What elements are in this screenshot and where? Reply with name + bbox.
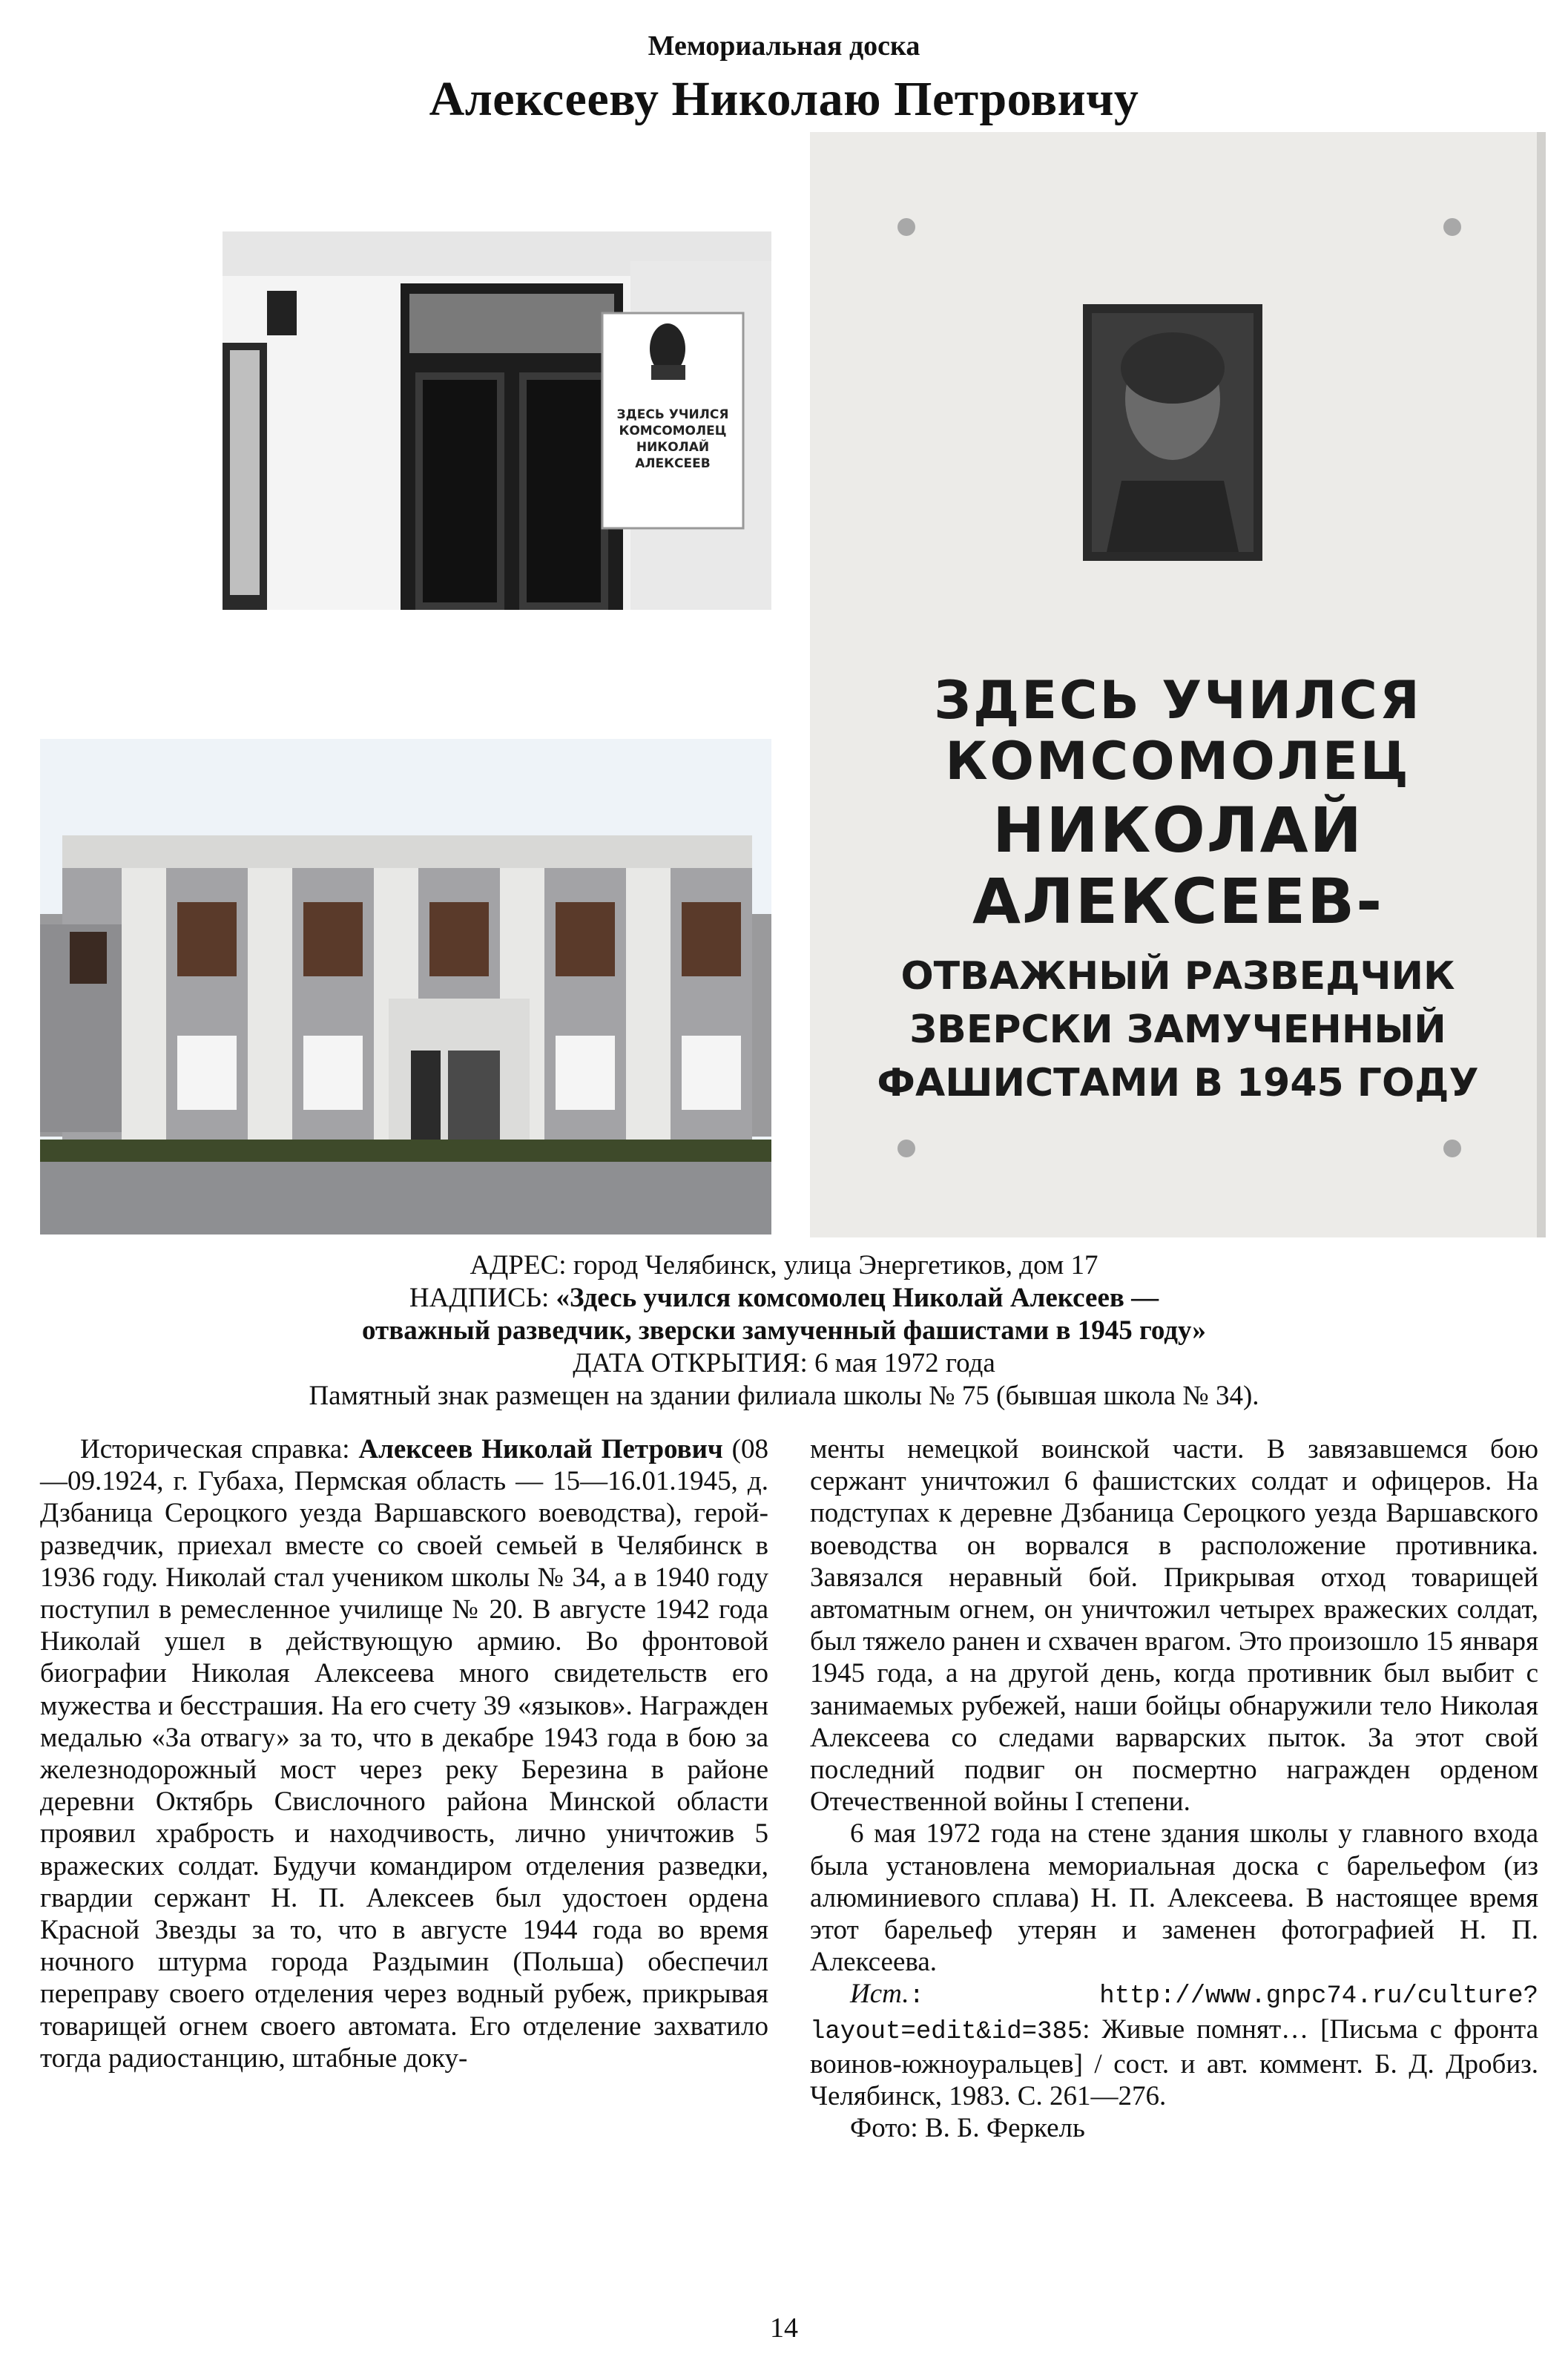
plaque-line: КОМСОМОЛЕЦ xyxy=(945,731,1411,792)
source-url: : http://www.gnpc74.ru/culture?layout=edit&id=385 xyxy=(810,1982,1538,2046)
inscription-text-2: отважный разведчик, зверски замученный фашистами в 1945 году» xyxy=(362,1315,1206,1346)
plaque-line: НИКОЛАЙ xyxy=(992,794,1363,867)
photo-school-building xyxy=(40,739,771,1234)
photo-memorial-plaque xyxy=(810,132,1546,1237)
caption-inscription-2 xyxy=(0,1315,1568,1347)
paragraph xyxy=(40,1433,768,2074)
caption-date xyxy=(0,1347,1568,1380)
hero-name: Алексеев Николай Петрович xyxy=(358,1434,723,1464)
page-title: Алексееву Николаю Петровичу xyxy=(429,72,1139,126)
photo-credit: Фото: В. Б. Феркель xyxy=(850,2113,1085,2144)
page-subtitle: Мемориальная доска xyxy=(648,30,920,62)
address-value: город Челябинск, улица Энергетиков, дом 17 xyxy=(566,1250,1098,1280)
caption-note: Памятный знак размещен на здании филиала школы № 75 (бывшая школа № 34). xyxy=(309,1381,1259,1411)
photo-school-entrance xyxy=(223,231,771,610)
text-column-right xyxy=(810,1433,1538,2144)
paragraph: 6 мая 1972 года на стене здания школы у главного входа была установлена мемориальная доска с барельефом (из алюминиевого сплава) Н. П. Алексеева. В настоящее время этот барельеф утерян и заменен фотографией Н. П. Алексеева. xyxy=(810,1818,1538,1978)
entrance-plaque-line: КОМСОМОЛЕЦ xyxy=(619,424,727,438)
source-label: Ист. xyxy=(850,1979,909,2010)
plaque-line: АЛЕКСЕЕВ- xyxy=(972,865,1384,938)
page-number: 14 xyxy=(770,2312,798,2344)
date-label: ДАТА ОТКРЫТИЯ: xyxy=(573,1348,808,1378)
intro-label: Историческая справка: xyxy=(80,1434,359,1464)
entrance-plaque-line: АЛЕКСЕЕВ xyxy=(635,456,711,471)
biography-text: (08—09.1924, г. Губаха, Пермская область — 15—16.01.1945, д. Дзбаница Сероцкого уезда Варшавского воеводства), герой-разведчик, приехал вместе со своей семьей в Челябинск в 1936 году. Николай стал учеником школы № 34, а в 1940 году поступил в ремесленное училище № 20. В августе 1942 года Николай ушел в действующую армию. Во фронтовой биографии Николая Алексеева много свидетельств его мужества и бесстрашия. На его счету 39 «языков». Награжден медалью «За отвагу» за то, что в декабре 1943 года в бою за железнодорожный мост через реку Березина в районе деревни Октябрь Свислочного района Минской области проявил храбрость и находчивость, лично уничтожив 5 вражеских солдат. Будучи командиром отделения разведки, гвардии сержант Н. П. Алексеев был удостоен ордена Красной Звезды за то, что в августе 1944 года во время ночного штурма города Раздымин (Польша) обеспечил переправу своего отделения через водный рубеж, прикрывая товарищей огнем своего автомата. Его отделение захватило тогда радиостанцию, штабные доку- xyxy=(40,1434,768,2074)
plaque-line: ЗДЕСЬ УЧИЛСЯ xyxy=(934,670,1422,731)
entrance-plaque-line: НИКОЛАЙ xyxy=(636,440,710,455)
entrance-plaque-line: ЗДЕСЬ УЧИЛСЯ xyxy=(616,407,729,422)
text-column-left xyxy=(40,1433,768,2074)
caption-address xyxy=(0,1249,1568,1282)
source-text: : Живые помнят… [Письма с фронта воинов-южноуральцев] / сост. и авт. коммент. Б. Д. Дробиз. Челябинск, 1983. С. 261—276. xyxy=(810,2013,1538,2112)
paragraph: менты немецкой воинской части. В завязавшемся бою сержант уничтожил 6 фашистских солдат и офицеров. На подступах к деревне Дзбаница Сероцкого уезда Варшавского воеводства он ворвался в расположение противника. Завязался неравный бой. Прикрывая отход товарищей автоматным огнем, он уничтожил четырех вражеских солдат, был тяжело ранен и схвачен врагом. Это произошло 15 января 1945 года, а на другой день, когда противник был выбит с занимаемых рубежей, наши бойцы обнаружили тело Николая Алексеева со следами варварских пыток. За этот свой последний подвиг он посмертно награжден орденом Отечественной войны I степени. xyxy=(810,1434,1538,1818)
caption-inscription xyxy=(0,1282,1568,1315)
address-label: АДРЕС: xyxy=(470,1250,567,1280)
plaque-line: ОТВАЖНЫЙ РАЗВЕДЧИК xyxy=(900,954,1455,999)
inscription-label: НАДПИСЬ: xyxy=(409,1283,556,1313)
date-value: 6 мая 1972 года xyxy=(807,1348,995,1378)
inscription-text-1: «Здесь учился комсомолец Николай Алексеев — xyxy=(556,1283,1159,1313)
plaque-line: ЗВЕРСКИ ЗАМУЧЕННЫЙ xyxy=(909,1007,1446,1052)
plaque-line: ФАШИСТАМИ В 1945 ГОДУ xyxy=(877,1061,1479,1105)
source-reference xyxy=(810,1978,1538,2112)
